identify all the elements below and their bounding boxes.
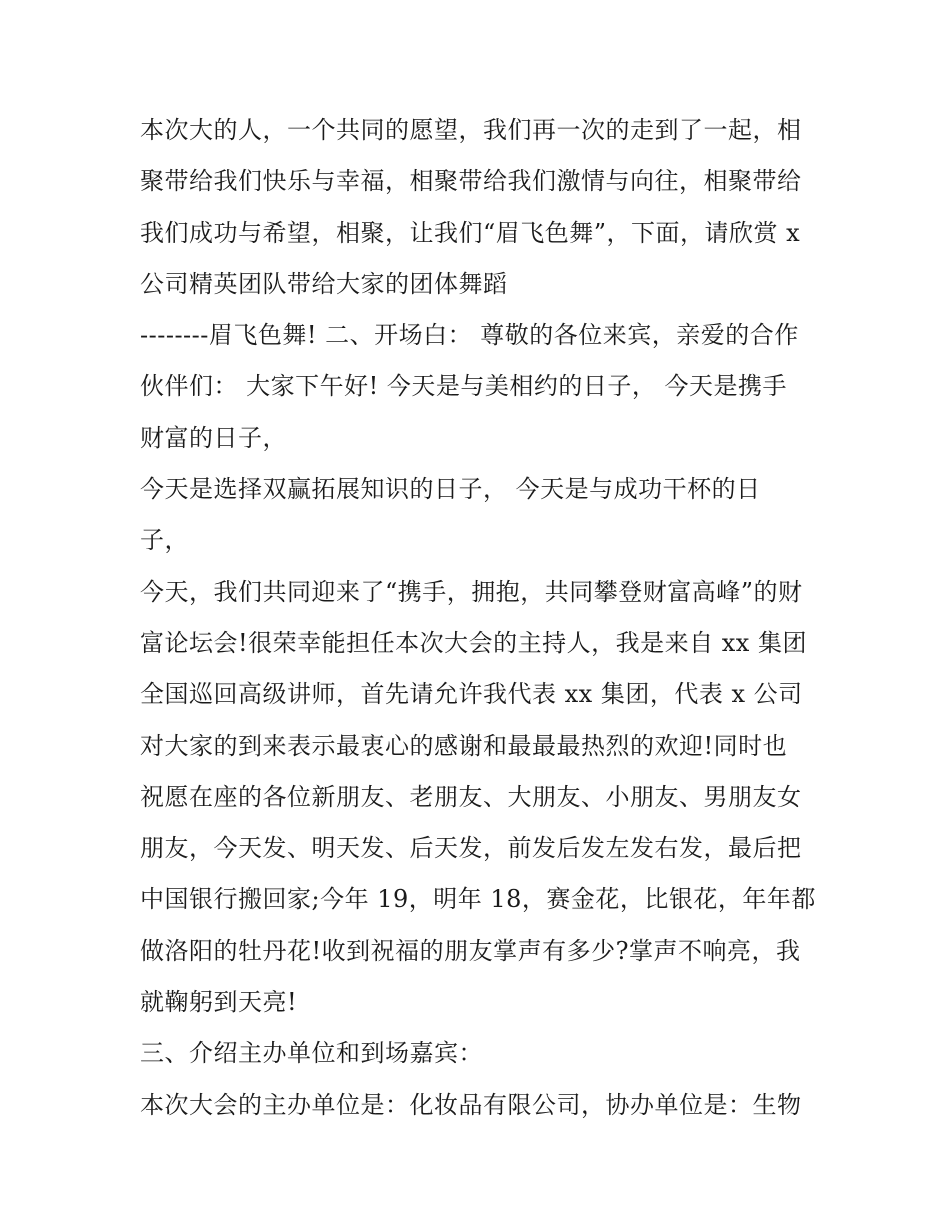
text-line: 朋友，今天发、明天发、后天发，前发后发左发右发，最后把 (140, 834, 802, 863)
text-line: 伙伴们： 大家下午好! 今天是与美相约的日子， 今天是携手 (140, 372, 788, 401)
text-line: 中国银行搬回家;今年 19，明年 18，赛金花，比银花，年年都 (140, 885, 816, 914)
text-line: 我们成功与希望，相聚，让我们“眉飞色舞”，下面，请欣赏 x (140, 218, 801, 247)
text-line: 对大家的到来表示最衷心的感谢和最最最热烈的欢迎!同时也 (140, 731, 788, 760)
text-line: 今天，我们共同迎来了“携手，拥抱，共同攀登财富高峰”的财 (140, 577, 803, 606)
text-line: 就鞠躬到天亮! (140, 988, 298, 1017)
text-line: 今天是选择双赢拓展知识的日子， 今天是与成功干杯的日 (140, 475, 761, 504)
text-line: 子， (140, 526, 189, 555)
text-line: 富论坛会!很荣幸能担任本次大会的主持人，我是来自 xx 集团 (140, 628, 807, 657)
text-line: 祝愿在座的各位新朋友、老朋友、大朋友、小朋友、男朋友女 (140, 782, 802, 811)
text-line: --------眉飞色舞! 二、开场白： 尊敬的各位来宾，亲爱的合作 (140, 321, 799, 350)
text-line: 公司精英团队带给大家的团体舞蹈 (140, 269, 508, 298)
text-line: 聚带给我们快乐与幸福，相聚带给我们激情与向往，相聚带给 (140, 167, 802, 196)
text-line: 做洛阳的牡丹花!收到祝福的朋友掌声有多少?掌声不响亮，我 (140, 936, 801, 965)
section-heading: 三、介绍主办单位和到场嘉宾： (140, 1039, 483, 1068)
text-line: 本次大会的主办单位是：化妆品有限公司，协办单位是：生物 (140, 1090, 802, 1119)
text-line: 本次大的人，一个共同的愿望，我们再一次的走到了一起，相 (140, 116, 802, 144)
text-line: 全国巡回高级讲师，首先请允许我代表 xx 集团，代表 x 公司 (140, 680, 803, 709)
document-body (140, 105, 820, 1131)
text-line: 财富的日子， (140, 423, 287, 452)
